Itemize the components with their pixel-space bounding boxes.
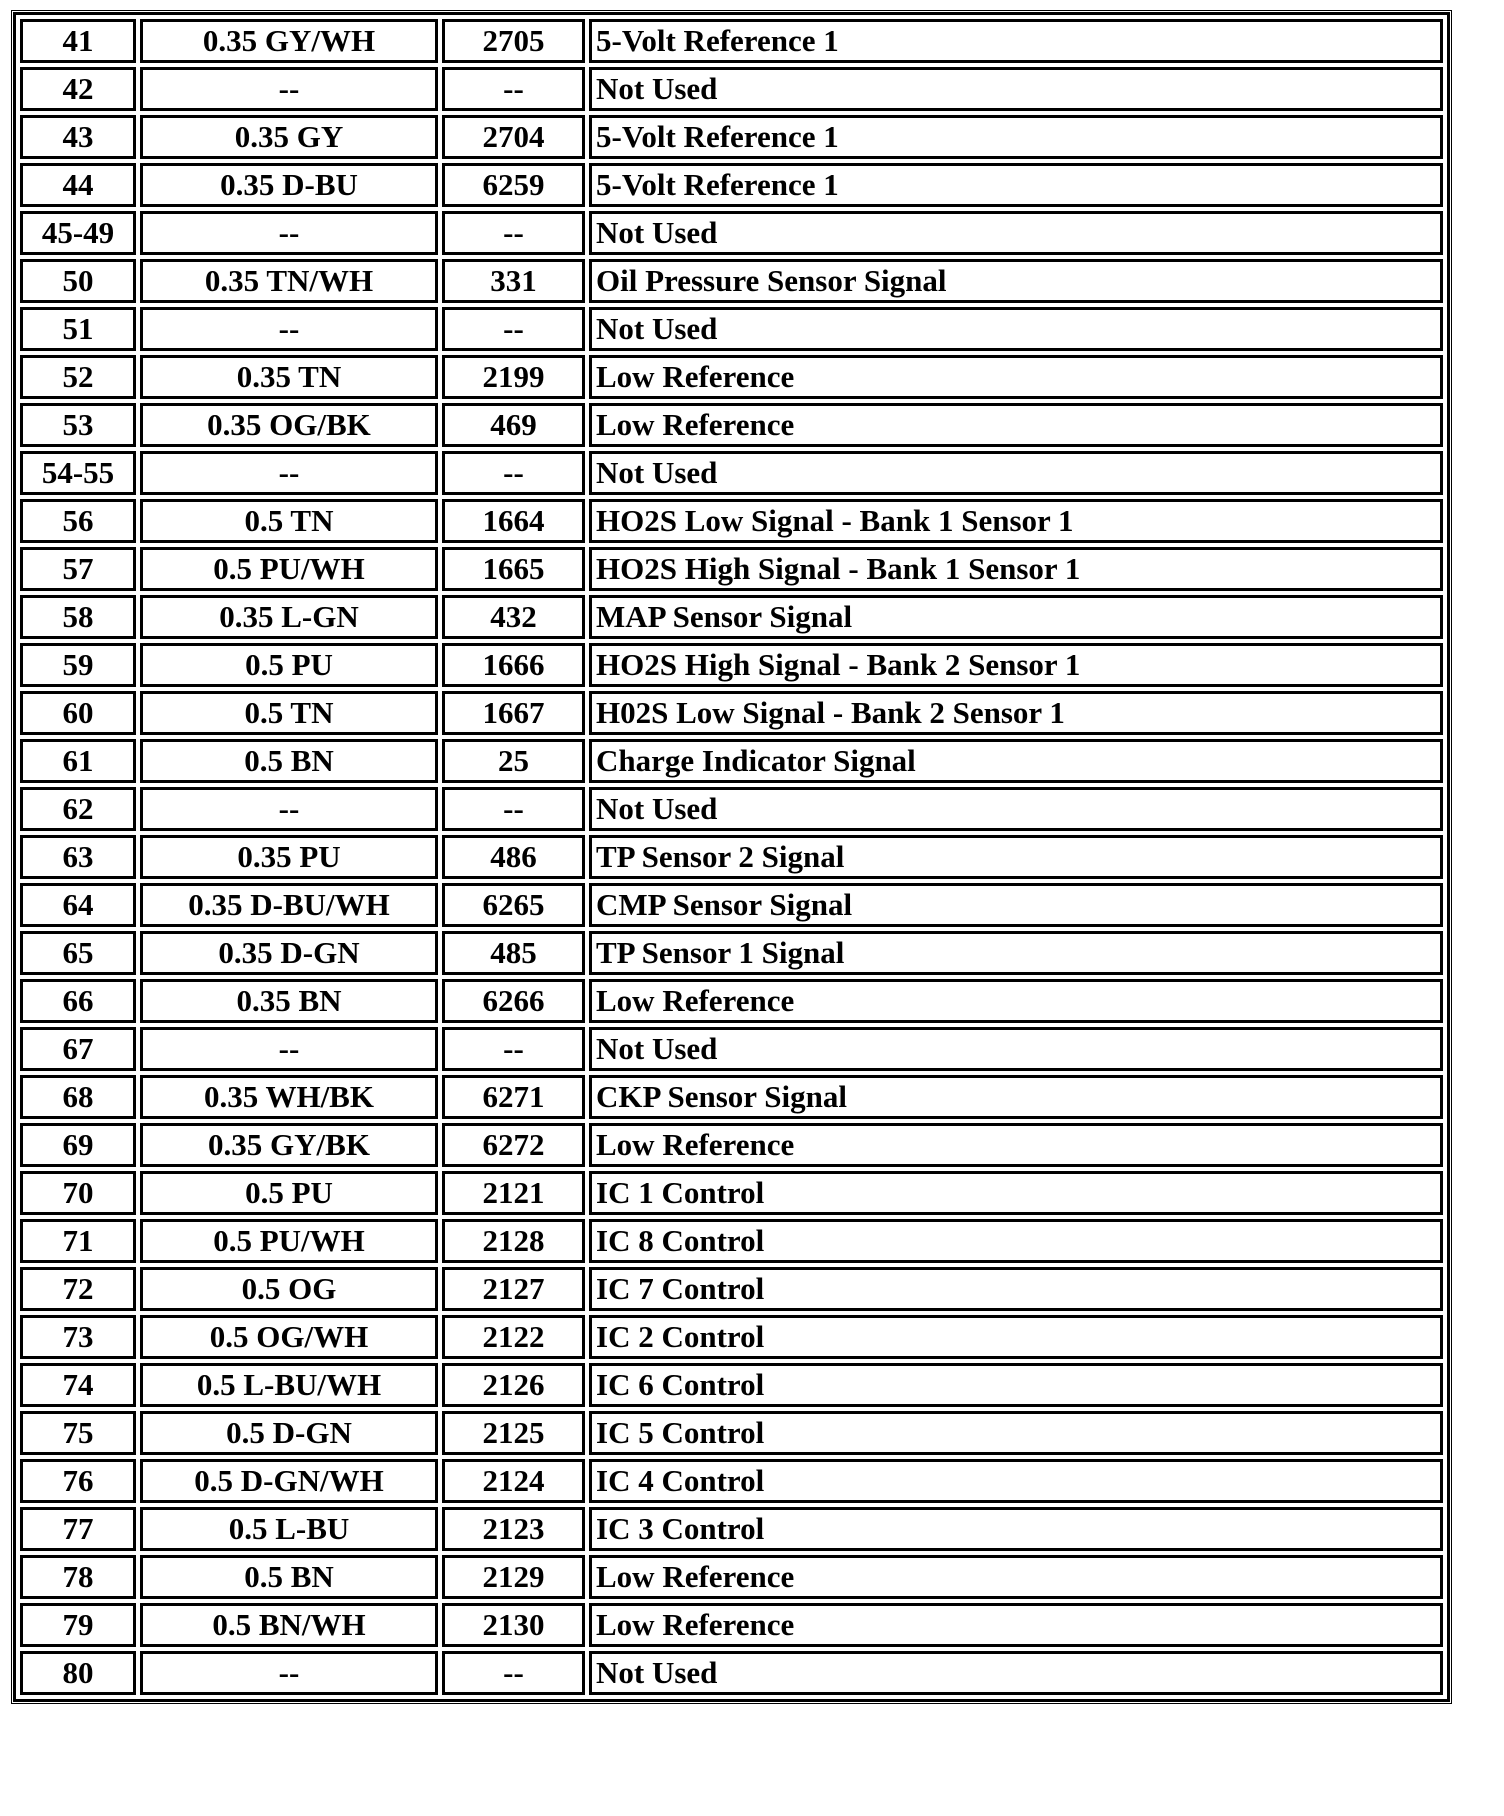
function-cell: IC 3 Control <box>589 1507 1443 1551</box>
table-row <box>20 1171 1443 1215</box>
function-cell: Not Used <box>589 1027 1443 1071</box>
pin-cell: 59 <box>20 643 136 687</box>
table-row <box>20 739 1443 783</box>
pin-cell: 67 <box>20 1027 136 1071</box>
wire-color-cell: 0.5 BN <box>140 1555 438 1599</box>
table-row <box>20 1315 1443 1359</box>
wire-color-cell: 0.35 WH/BK <box>140 1075 438 1119</box>
table-row <box>20 499 1443 543</box>
circuit-number-cell: 2128 <box>442 1219 585 1263</box>
function-cell: Low Reference <box>589 403 1443 447</box>
circuit-number-cell: 2121 <box>442 1171 585 1215</box>
circuit-number-cell: 2130 <box>442 1603 585 1647</box>
table-row <box>20 1219 1443 1263</box>
pin-cell: 80 <box>20 1651 136 1695</box>
wire-color-cell: 0.5 BN/WH <box>140 1603 438 1647</box>
pin-cell: 72 <box>20 1267 136 1311</box>
function-cell: IC 6 Control <box>589 1363 1443 1407</box>
function-cell: TP Sensor 1 Signal <box>589 931 1443 975</box>
function-cell: IC 5 Control <box>589 1411 1443 1455</box>
function-cell: Oil Pressure Sensor Signal <box>589 259 1443 303</box>
function-cell: 5-Volt Reference 1 <box>589 19 1443 63</box>
table-row <box>20 67 1443 111</box>
function-cell: IC 1 Control <box>589 1171 1443 1215</box>
pin-cell: 78 <box>20 1555 136 1599</box>
circuit-number-cell: 2704 <box>442 115 585 159</box>
circuit-number-cell: 2125 <box>442 1411 585 1455</box>
pin-cell: 75 <box>20 1411 136 1455</box>
circuit-number-cell: 6265 <box>442 883 585 927</box>
wire-color-cell: 0.5 PU <box>140 643 438 687</box>
table-row <box>20 259 1443 303</box>
circuit-number-cell: 432 <box>442 595 585 639</box>
table-row <box>20 787 1443 831</box>
table-row <box>20 115 1443 159</box>
circuit-number-cell: -- <box>442 787 585 831</box>
circuit-number-cell: 6266 <box>442 979 585 1023</box>
table-row <box>20 1027 1443 1071</box>
table-row <box>20 1075 1443 1119</box>
pin-cell: 60 <box>20 691 136 735</box>
function-cell: Not Used <box>589 787 1443 831</box>
function-cell: Not Used <box>589 211 1443 255</box>
function-cell: Low Reference <box>589 1603 1443 1647</box>
table-row <box>20 595 1443 639</box>
pin-cell: 52 <box>20 355 136 399</box>
function-cell: Not Used <box>589 307 1443 351</box>
wire-color-cell: 0.5 PU/WH <box>140 547 438 591</box>
function-cell: HO2S High Signal - Bank 2 Sensor 1 <box>589 643 1443 687</box>
wire-color-cell: 0.5 PU <box>140 1171 438 1215</box>
wire-color-cell: 0.5 L-BU/WH <box>140 1363 438 1407</box>
pin-cell: 76 <box>20 1459 136 1503</box>
wire-color-cell: 0.5 BN <box>140 739 438 783</box>
table-row <box>20 691 1443 735</box>
wire-color-cell: 0.35 D-GN <box>140 931 438 975</box>
function-cell: HO2S Low Signal - Bank 1 Sensor 1 <box>589 499 1443 543</box>
table-row <box>20 931 1443 975</box>
wire-color-cell: 0.5 L-BU <box>140 1507 438 1551</box>
circuit-number-cell: 469 <box>442 403 585 447</box>
table-row <box>20 1603 1443 1647</box>
pin-cell: 41 <box>20 19 136 63</box>
pin-cell: 70 <box>20 1171 136 1215</box>
circuit-number-cell: 486 <box>442 835 585 879</box>
circuit-number-cell: 1664 <box>442 499 585 543</box>
table-row <box>20 643 1443 687</box>
pin-cell: 61 <box>20 739 136 783</box>
wire-color-cell: -- <box>140 451 438 495</box>
wire-color-cell: 0.35 PU <box>140 835 438 879</box>
wire-color-cell: 0.5 TN <box>140 499 438 543</box>
pin-cell: 58 <box>20 595 136 639</box>
circuit-number-cell: -- <box>442 451 585 495</box>
circuit-number-cell: 2127 <box>442 1267 585 1311</box>
table-row <box>20 19 1443 63</box>
pin-cell: 50 <box>20 259 136 303</box>
circuit-number-cell: 2705 <box>442 19 585 63</box>
pin-cell: 73 <box>20 1315 136 1359</box>
table-row <box>20 979 1443 1023</box>
wire-color-cell: 0.35 GY/BK <box>140 1123 438 1167</box>
table-row <box>20 355 1443 399</box>
pin-cell: 45-49 <box>20 211 136 255</box>
wire-color-cell: 0.5 OG/WH <box>140 1315 438 1359</box>
wire-color-cell: -- <box>140 307 438 351</box>
function-cell: Low Reference <box>589 979 1443 1023</box>
function-cell: TP Sensor 2 Signal <box>589 835 1443 879</box>
circuit-number-cell: 2129 <box>442 1555 585 1599</box>
circuit-number-cell: 1667 <box>442 691 585 735</box>
pin-cell: 64 <box>20 883 136 927</box>
circuit-number-cell: 25 <box>442 739 585 783</box>
pin-cell: 74 <box>20 1363 136 1407</box>
pin-cell: 77 <box>20 1507 136 1551</box>
wire-color-cell: -- <box>140 787 438 831</box>
wire-color-cell: 0.5 TN <box>140 691 438 735</box>
table-row <box>20 1651 1443 1695</box>
circuit-number-cell: 6272 <box>442 1123 585 1167</box>
function-cell: Not Used <box>589 1651 1443 1695</box>
function-cell: Low Reference <box>589 355 1443 399</box>
connector-pinout-table <box>13 12 1450 1702</box>
circuit-number-cell: -- <box>442 67 585 111</box>
pin-cell: 62 <box>20 787 136 831</box>
table-row <box>20 403 1443 447</box>
pin-cell: 42 <box>20 67 136 111</box>
wire-color-cell: 0.5 OG <box>140 1267 438 1311</box>
wire-color-cell: -- <box>140 1027 438 1071</box>
wire-color-cell: 0.35 L-GN <box>140 595 438 639</box>
wire-color-cell: 0.35 TN <box>140 355 438 399</box>
wire-color-cell: -- <box>140 211 438 255</box>
function-cell: HO2S High Signal - Bank 1 Sensor 1 <box>589 547 1443 591</box>
table-row <box>20 1267 1443 1311</box>
circuit-number-cell: 485 <box>442 931 585 975</box>
function-cell: Low Reference <box>589 1123 1443 1167</box>
circuit-number-cell: 2124 <box>442 1459 585 1503</box>
table-row <box>20 1123 1443 1167</box>
pin-cell: 66 <box>20 979 136 1023</box>
wire-color-cell: 0.35 GY/WH <box>140 19 438 63</box>
table-row <box>20 547 1443 591</box>
table-row <box>20 835 1443 879</box>
table-row <box>20 1555 1443 1599</box>
table-row <box>20 1363 1443 1407</box>
table-row <box>20 1411 1443 1455</box>
circuit-number-cell: 1666 <box>442 643 585 687</box>
table-row <box>20 1507 1443 1551</box>
wire-color-cell: 0.35 GY <box>140 115 438 159</box>
wire-color-cell: 0.35 D-BU/WH <box>140 883 438 927</box>
function-cell: IC 7 Control <box>589 1267 1443 1311</box>
wire-color-cell: 0.35 BN <box>140 979 438 1023</box>
pin-cell: 68 <box>20 1075 136 1119</box>
function-cell: MAP Sensor Signal <box>589 595 1443 639</box>
pin-cell: 54-55 <box>20 451 136 495</box>
wire-color-cell: 0.5 PU/WH <box>140 1219 438 1263</box>
function-cell: 5-Volt Reference 1 <box>589 163 1443 207</box>
table-row <box>20 211 1443 255</box>
pin-cell: 71 <box>20 1219 136 1263</box>
wire-color-cell: -- <box>140 67 438 111</box>
pin-cell: 65 <box>20 931 136 975</box>
table-row <box>20 451 1443 495</box>
circuit-number-cell: 1665 <box>442 547 585 591</box>
pin-cell: 56 <box>20 499 136 543</box>
circuit-number-cell: -- <box>442 307 585 351</box>
table-row <box>20 163 1443 207</box>
pin-cell: 69 <box>20 1123 136 1167</box>
circuit-number-cell: -- <box>442 1651 585 1695</box>
circuit-number-cell: 2122 <box>442 1315 585 1359</box>
wire-color-cell: 0.5 D-GN <box>140 1411 438 1455</box>
function-cell: Not Used <box>589 451 1443 495</box>
table-row <box>20 883 1443 927</box>
circuit-number-cell: -- <box>442 211 585 255</box>
pin-cell: 51 <box>20 307 136 351</box>
function-cell: CKP Sensor Signal <box>589 1075 1443 1119</box>
circuit-number-cell: 2199 <box>442 355 585 399</box>
function-cell: IC 8 Control <box>589 1219 1443 1263</box>
pin-cell: 63 <box>20 835 136 879</box>
function-cell: IC 2 Control <box>589 1315 1443 1359</box>
circuit-number-cell: 2126 <box>442 1363 585 1407</box>
circuit-number-cell: 6271 <box>442 1075 585 1119</box>
pin-cell: 53 <box>20 403 136 447</box>
wire-color-cell: 0.35 OG/BK <box>140 403 438 447</box>
pinout-table-body <box>20 19 1443 1695</box>
circuit-number-cell: 2123 <box>442 1507 585 1551</box>
function-cell: CMP Sensor Signal <box>589 883 1443 927</box>
wire-color-cell: 0.5 D-GN/WH <box>140 1459 438 1503</box>
pin-cell: 57 <box>20 547 136 591</box>
table-row <box>20 307 1443 351</box>
function-cell: Low Reference <box>589 1555 1443 1599</box>
function-cell: 5-Volt Reference 1 <box>589 115 1443 159</box>
function-cell: Not Used <box>589 67 1443 111</box>
wire-color-cell: 0.35 TN/WH <box>140 259 438 303</box>
circuit-number-cell: 6259 <box>442 163 585 207</box>
function-cell: IC 4 Control <box>589 1459 1443 1503</box>
pin-cell: 79 <box>20 1603 136 1647</box>
wire-color-cell: 0.35 D-BU <box>140 163 438 207</box>
function-cell: H02S Low Signal - Bank 2 Sensor 1 <box>589 691 1443 735</box>
pin-cell: 43 <box>20 115 136 159</box>
table-row <box>20 1459 1443 1503</box>
function-cell: Charge Indicator Signal <box>589 739 1443 783</box>
circuit-number-cell: -- <box>442 1027 585 1071</box>
pin-cell: 44 <box>20 163 136 207</box>
circuit-number-cell: 331 <box>442 259 585 303</box>
wire-color-cell: -- <box>140 1651 438 1695</box>
